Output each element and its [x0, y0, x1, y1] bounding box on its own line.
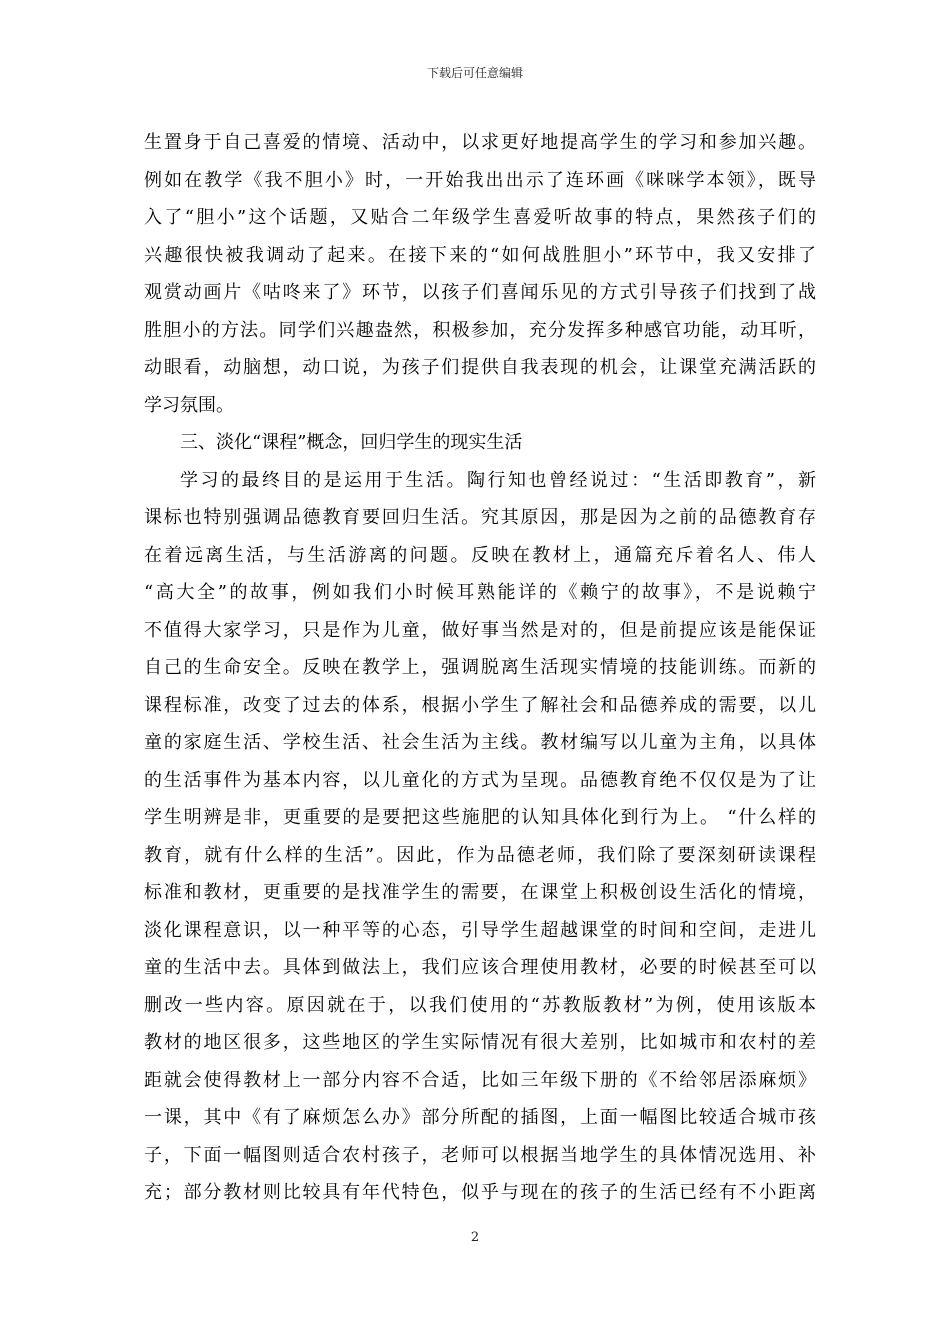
text-line: 子，下面一幅图则适合农村孩子，老师可以根据当地学生的具体情况选用、补	[144, 1144, 816, 1166]
text-line: “高大全”的故事，例如我们小时候耳熟能详的《赖宁的故事》，不是说赖宁	[144, 582, 816, 603]
text-line: 观赏动画片《咕咚来了》环节，以孩子们喜闻乐见的方式引导孩子们找到了战	[144, 282, 816, 303]
text-line: 标准和教材，更重要的是找准学生的需要，在课堂上积极创设生活化的情境，	[144, 882, 816, 903]
text-line: 充；部分教材则比较具有年代特色，似乎与现在的孩子的生活已经有不小距离	[144, 1182, 816, 1203]
document-body	[144, 124, 816, 1212]
text-line: 课标也特别强调品德教育要回归生活。究其原因，那是因为之前的品德教育存	[144, 507, 816, 528]
text-line: 不值得大家学习，只是作为儿童，做好事当然是对的，但是前提应该是能保证	[144, 619, 816, 641]
text-line: 入了“胆小”这个话题，又贴合二年级学生喜爱听故事的特点，果然孩子们的	[144, 207, 816, 228]
text-line: 例如在教学《我不胆小》时，一开始我出出示了连环画《咪咪学本领》，既导	[144, 169, 816, 191]
text-line: 删改一些内容。原因就在于，以我们使用的“苏教版教材”为例，使用该版本	[144, 994, 816, 1016]
text-line: 动眼看，动脑想，动口说，为孩子们提供自我表现的机会，让课堂充满活跃的	[144, 357, 816, 378]
text-line: 距就会使得教材上一部分内容不合适，比如三年级下册的《不给邻居添麻烦》	[144, 1069, 816, 1091]
text-line: 淡化课程意识，以一种平等的心态，引导学生超越课堂的时间和空间，走进儿	[144, 919, 816, 941]
text-line: 学生明辨是非，更重要的是要把这些施肥的认知具体化到行为上。 “什么样的	[144, 807, 816, 828]
text-line: 兴趣很快被我调动了起来。在接下来的“如何战胜胆小”环节中，我又安排了	[144, 244, 816, 266]
text-line: 学习氛围。	[144, 394, 234, 416]
text-line: 在着远离生活，与生活游离的问题。反映在教材上，通篇充斥着名人、伟人	[144, 544, 816, 566]
text-line: 童的生活中去。具体到做法上，我们应该合理使用教材，必要的时候甚至可以	[144, 957, 816, 978]
page-header: 下载后可任意编辑	[426, 66, 523, 80]
text-line: 的生活事件为基本内容，以儿童化的方式为呈现。品德教育绝不仅仅是为了让	[144, 769, 816, 791]
text-line: 课程标准，改变了过去的体系，根据小学生了解社会和品德养成的需要，以儿	[144, 694, 816, 716]
text-line: 教材的地区很多，这些地区的学生实际情况有很大差别，比如城市和农村的差	[144, 1032, 816, 1053]
text-line: 自己的生命安全。反映在教学上，强调脱离生活现实情境的技能训练。而新的	[144, 657, 816, 678]
text-line: 胜胆小的方法。同学们兴趣盎然，积极参加，充分发挥多种感官功能，动耳听，	[144, 319, 816, 341]
text-line: 学习的最终目的是运用于生活。陶行知也曾经说过：“生活即教育”，新	[180, 469, 816, 491]
text-line: 生置身于自己喜爱的情境、活动中，以求更好地提高学生的学习和参加兴趣。	[144, 132, 816, 153]
section-heading: 三、淡化“课程”概念，回归学生的现实生活	[180, 432, 523, 453]
text-line: 童的家庭生活、学校生活、社会生活为主线。教材编写以儿童为主角，以具体	[144, 732, 816, 753]
text-line: 教育，就有什么样的生活”。因此，作为品德老师，我们除了要深刻研读课程	[144, 844, 816, 866]
page-number: 2	[470, 1230, 480, 1245]
text-line: 一课，其中《有了麻烦怎么办》部分所配的插图，上面一幅图比较适合城市孩	[144, 1107, 816, 1128]
